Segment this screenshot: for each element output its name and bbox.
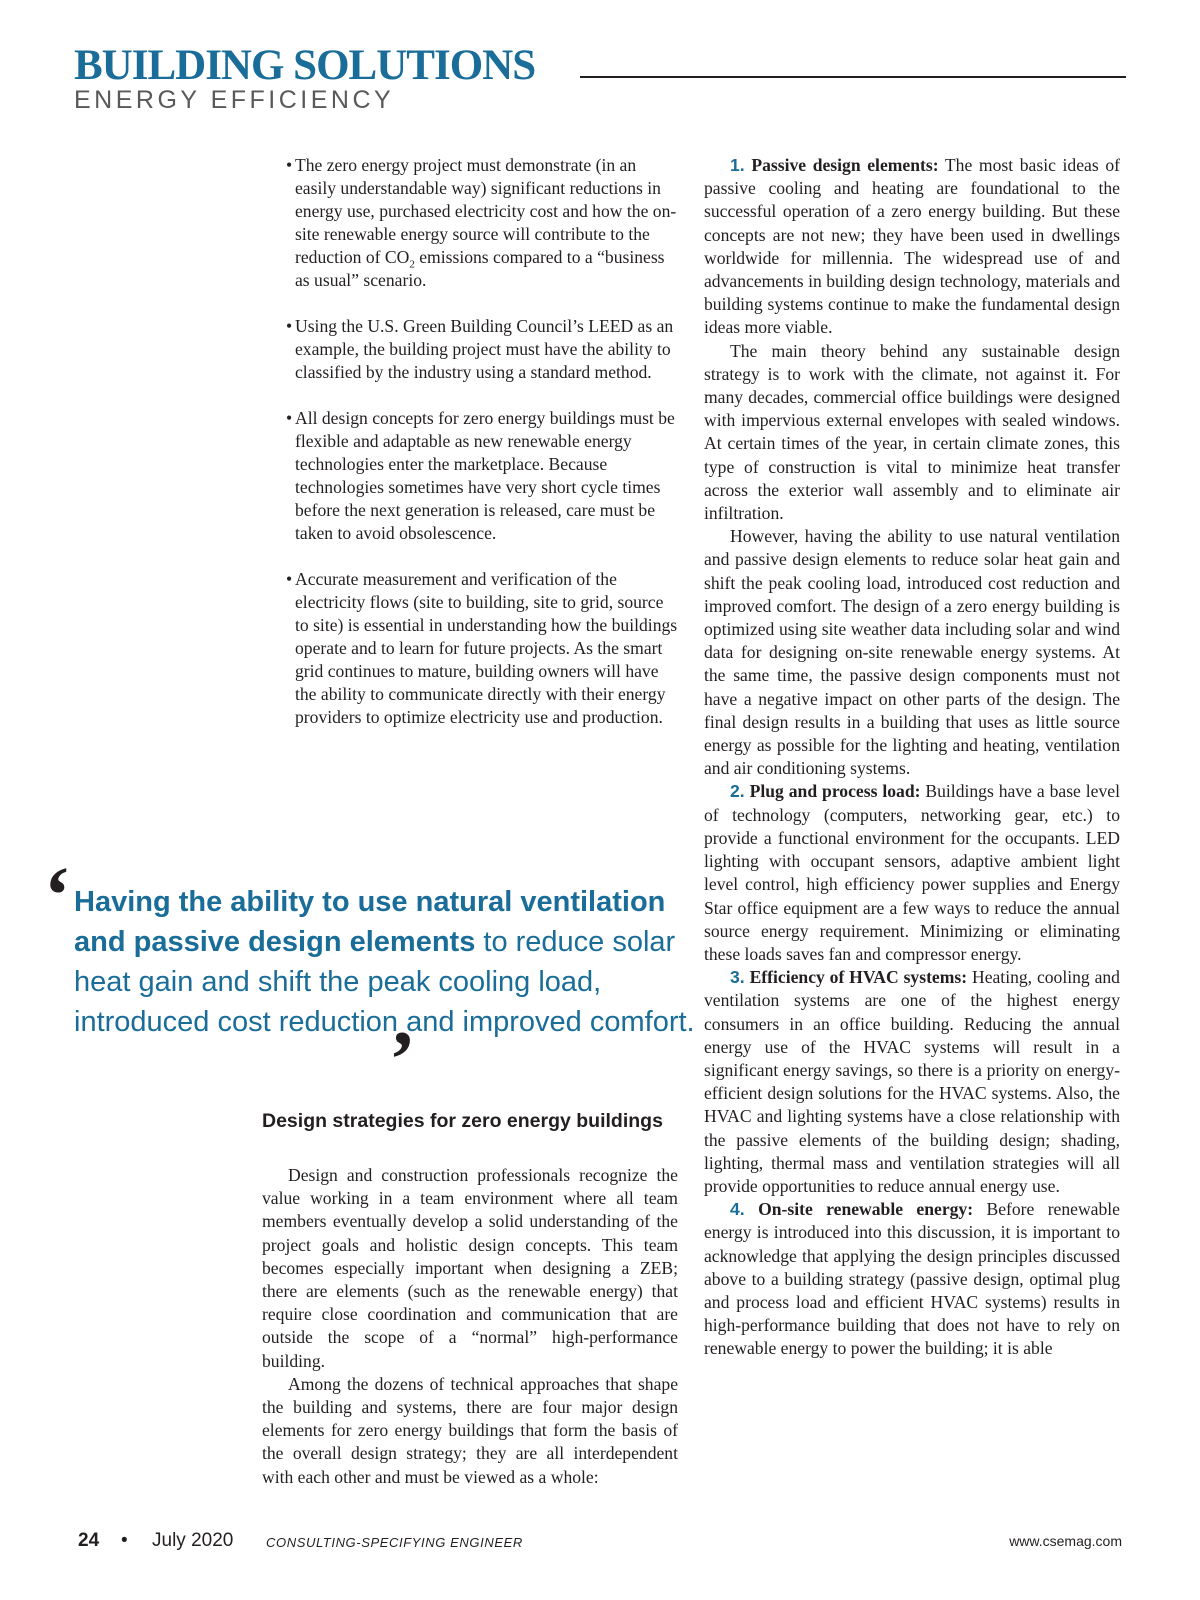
bullet-list bbox=[286, 154, 680, 752]
magazine-name: CONSULTING-SPECIFYING ENGINEER bbox=[266, 1535, 523, 1550]
section-heading: Design strategies for zero energy buildings bbox=[262, 1110, 663, 1132]
pull-quote-bold: Having the ability to use natural ventilation and passive design elements bbox=[74, 886, 666, 958]
body-paragraph: 3. Efficiency of HVAC systems: Heating, cooling and ventilation systems are one of the highest energy consumers in an office building. Reducing the annual energy use of the HVAC systems will result in a significant energy savings, so there is a priority on energy-efficient design solutions for the HVAC systems. Also, the HVAC and lighting systems have a close relationship with the passive elements of the building design; shading, lighting, thermal mass and ventilation strategies will all provide opportunities to reduce annual energy use. bbox=[704, 967, 1120, 1196]
issue-date: July 2020 bbox=[152, 1530, 234, 1551]
pull-quote-regular: to reduce solar heat gain and shift the peak cooling load, introduced cost reduction and improved comfort. bbox=[74, 926, 695, 1038]
body-paragraph: 1. Passive design elements: The most basic ideas of passive cooling and heating are foundational to the successful operation of a zero energy building. But these concepts are not new; they have been used in dwellings worldwide for millennia. The widespread use of and advancements in building design technology, materials and building systems continue to make the fundamental design ideas more viable. bbox=[704, 155, 1120, 338]
body-paragraph: The main theory behind any sustainable design strategy is to work with the climate, not against it. For many decades, commercial office buildings were designed with impervious external envelopes with sealed windows. At certain times of the year, in certain climate zones, this type of construction is vital to minimize heat transfer across the exterior wall assembly and to eliminate air infiltration. bbox=[704, 340, 1120, 524]
body-paragraph: 2. Plug and process load: Buildings have a base level of technology (computers, networking gear, etc.) to provide a functional environment for the occupants. LED lighting with occupant sensors, adaptive ambient light level control, high efficiency power supplies and Energy Star office equipment are a few ways to reduce the annual source energy requirement. Minimizing or eliminating these loads saves fan and compressor energy. bbox=[704, 781, 1120, 964]
header-rule bbox=[580, 76, 1126, 78]
body-column-middle bbox=[262, 1164, 678, 1489]
bullet-item: • Accurate measurement and verification of the electricity flows (site to building, site to grid, source to site) is essential in understanding how the buildings operate and to learn for future projects. As the smart grid continues to mature, building owners will have the ability to communicate directly with their energy providers to optimize electricity use and production. bbox=[286, 569, 678, 727]
bullet-item: • Using the U.S. Green Building Council’s LEED as an example, the building project must have the ability to classified by the industry using a standard method. bbox=[286, 316, 674, 382]
bullet-dot-icon: • bbox=[286, 316, 293, 336]
body-paragraph: However, having the ability to use natural ventilation and passive design elements to reduce solar heat gain and shift the peak cooling load, introduced cost reduction and improved comfort. The design of a zero energy building is optimized using site weather data including solar and wind data for designing on-site renewable energy systems. At the same time, the passive design components must not have a negative impact on other parts of the design. The final design results in a building that uses as little source energy as possible for the lighting and heating, ventilation and air conditioning systems. bbox=[704, 526, 1120, 779]
bullet-item: • The zero energy project must demonstrate (in an easily understandable way) significant reductions in energy use, purchased electricity cost and how the on-site renewable energy source will contribute to the reduction of $CO_2$ emissions compared to a “business as usual” scenario. bbox=[286, 155, 677, 290]
bullet-item: • All design concepts for zero energy buildings must be flexible and adaptable as new renewable energy technologies enter the marketplace. Because technologies sometimes have very short cycle times before the next generation is released, care must be taken to avoid obsolescence. bbox=[286, 408, 675, 543]
bullet-dot-icon: • bbox=[286, 569, 293, 589]
section-subtitle: ENERGY EFFICIENCY bbox=[74, 86, 395, 114]
website-url: www.csemag.com bbox=[1009, 1533, 1122, 1549]
page-number: 24 bbox=[78, 1530, 100, 1551]
body-column-right bbox=[704, 154, 1120, 1361]
section-title: BUILDING SOLUTIONS bbox=[74, 42, 536, 89]
body-paragraph: Design and construction professionals recognize the value working in a team environment where all team members eventually develop a solid understanding of the project goals and holistic design concepts. This team becomes especially important when designing a ZEB; there are elements (such as the renewable energy) that require close coordination and communication that are outside the scope of a “normal” high-performance building. bbox=[262, 1165, 678, 1371]
body-paragraph: Among the dozens of technical approaches that shape the building and systems, there are four major design elements for zero energy buildings that form the basis of the overall design strategy; they are all interdependent with each other and must be viewed as a whole: bbox=[262, 1373, 678, 1487]
bullet-dot-icon: • bbox=[286, 155, 293, 175]
close-quote-mark: ’ bbox=[389, 1016, 416, 1104]
open-quote-mark: ‘ bbox=[44, 852, 71, 940]
bullet-dot-icon: • bbox=[286, 408, 293, 428]
body-paragraph: 4. On-site renewable energy: Before renewable energy is introduced into this discussion, it is important to acknowledge that applying the design principles discussed above to a building strategy (passive design, optimal plug and process load and efficient HVAC systems) results in high-performance building that does not have to rely on renewable energy to power the building; it is able bbox=[704, 1199, 1120, 1359]
footer-separator: • bbox=[121, 1530, 128, 1551]
